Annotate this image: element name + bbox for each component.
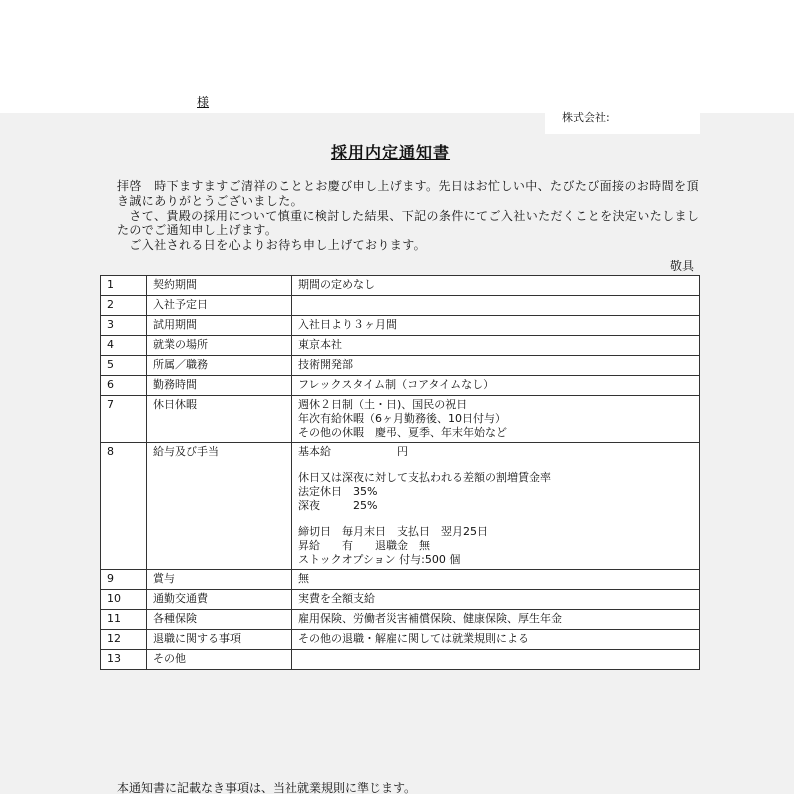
row-value: [292, 396, 700, 443]
table-row: [101, 396, 700, 443]
intro-paragraph-1: 拝啓 時下ますますご清祥のこととお慶び申し上げます。先日はお忙しい中、たびたび面接のお時間を頂き誠にありがとうございました。: [117, 179, 699, 208]
row-item-label: その他: [147, 650, 292, 670]
value-line: 休日又は深夜に対して支払われる差額の割増賃金率: [298, 471, 551, 484]
row-number: 2: [101, 296, 147, 316]
value-line: 締切日 毎月末日 支払日 翌月25日: [298, 525, 488, 538]
row-number: 11: [101, 610, 147, 630]
row-value: [292, 336, 700, 356]
value-line: 期間の定めなし: [298, 278, 375, 291]
table-row: [101, 570, 700, 590]
value-line: 法定休日 35%: [298, 485, 378, 498]
intro-paragraph-2: さて、貴殿の採用について慎重に検討した結果、下記の条件にてご入社いただくことを決定いたしましたのでご通知申し上げます。: [117, 208, 700, 238]
intro-text: [117, 179, 707, 253]
row-item-label: 給与及び手当: [147, 443, 292, 570]
value-spacer: [298, 459, 693, 471]
value-line: 深夜 25%: [298, 499, 378, 512]
row-number: 8: [101, 443, 147, 570]
value-line: フレックスタイム制（コアタイムなし）: [298, 378, 495, 391]
row-value: [292, 650, 700, 670]
intro-paragraph-3: ご入社される日を心よりお待ち申し上げております。: [117, 238, 427, 253]
value-line: 実費を全額支給: [298, 592, 375, 605]
table-row: [101, 336, 700, 356]
addressee: 様: [197, 95, 210, 109]
row-value: [292, 610, 700, 630]
row-number: 9: [101, 570, 147, 590]
table-row: [101, 630, 700, 650]
row-number: 3: [101, 316, 147, 336]
table-row: [101, 443, 700, 570]
page-title: 採用内定通知書: [331, 143, 451, 162]
table-row: [101, 650, 700, 670]
row-item-label: 勤務時間: [147, 376, 292, 396]
value-line: [298, 298, 693, 312]
row-item-label: 賞与: [147, 570, 292, 590]
row-item-label: 就業の場所: [147, 336, 292, 356]
row-value: [292, 590, 700, 610]
closing-word: 敬具: [670, 259, 695, 273]
row-value: [292, 443, 700, 570]
row-number: 6: [101, 376, 147, 396]
value-line: 雇用保険、労働者災害補償保険、健康保険、厚生年金: [298, 612, 562, 625]
row-number: 1: [101, 276, 147, 296]
value-line: 昇給 有 退職金 無: [298, 539, 430, 552]
value-line: その他の退職・解雇に関しては就業規則による: [298, 632, 529, 645]
value-line: 入社日より３ヶ月間: [298, 318, 397, 331]
footer-note: 本通知書に記載なき事項は、当社就業規則に準じます。: [117, 781, 417, 795]
company-name: 株式会社:: [562, 111, 610, 124]
value-line: ストックオプション 付与:500 個: [298, 553, 461, 566]
value-line: 基本給 円: [298, 445, 408, 458]
row-item-label: 休日休暇: [147, 396, 292, 443]
table-row: [101, 356, 700, 376]
table-row: [101, 296, 700, 316]
table-row: [101, 376, 700, 396]
table-row: [101, 590, 700, 610]
row-item-label: 所属／職務: [147, 356, 292, 376]
row-item-label: 退職に関する事項: [147, 630, 292, 650]
row-value: [292, 570, 700, 590]
value-line: 年次有給休暇（6ヶ月勤務後、10日付与）: [298, 412, 506, 425]
row-value: [292, 316, 700, 336]
table-row: [101, 316, 700, 336]
row-number: 4: [101, 336, 147, 356]
value-line: 技術開発部: [298, 358, 353, 371]
row-item-label: 試用期間: [147, 316, 292, 336]
value-line: 週休２日制（土・日)、国民の祝日: [298, 398, 468, 411]
row-number: 7: [101, 396, 147, 443]
value-line: [298, 652, 693, 666]
table-row: [101, 276, 700, 296]
row-item-label: 入社予定日: [147, 296, 292, 316]
row-item-label: 各種保険: [147, 610, 292, 630]
row-number: 13: [101, 650, 147, 670]
value-line: その他の休暇 慶弔、夏季、年末年始など: [298, 426, 507, 439]
row-item-label: 通勤交通費: [147, 590, 292, 610]
table-row: [101, 610, 700, 630]
value-line: 無: [298, 572, 309, 585]
value-spacer: [298, 513, 693, 525]
row-item-label: 契約期間: [147, 276, 292, 296]
row-number: 10: [101, 590, 147, 610]
row-value: [292, 376, 700, 396]
row-number: 5: [101, 356, 147, 376]
row-value: [292, 630, 700, 650]
value-line: 東京本社: [298, 338, 342, 351]
row-value: [292, 356, 700, 376]
terms-table: [100, 275, 700, 670]
row-value: [292, 276, 700, 296]
row-number: 12: [101, 630, 147, 650]
row-value: [292, 296, 700, 316]
